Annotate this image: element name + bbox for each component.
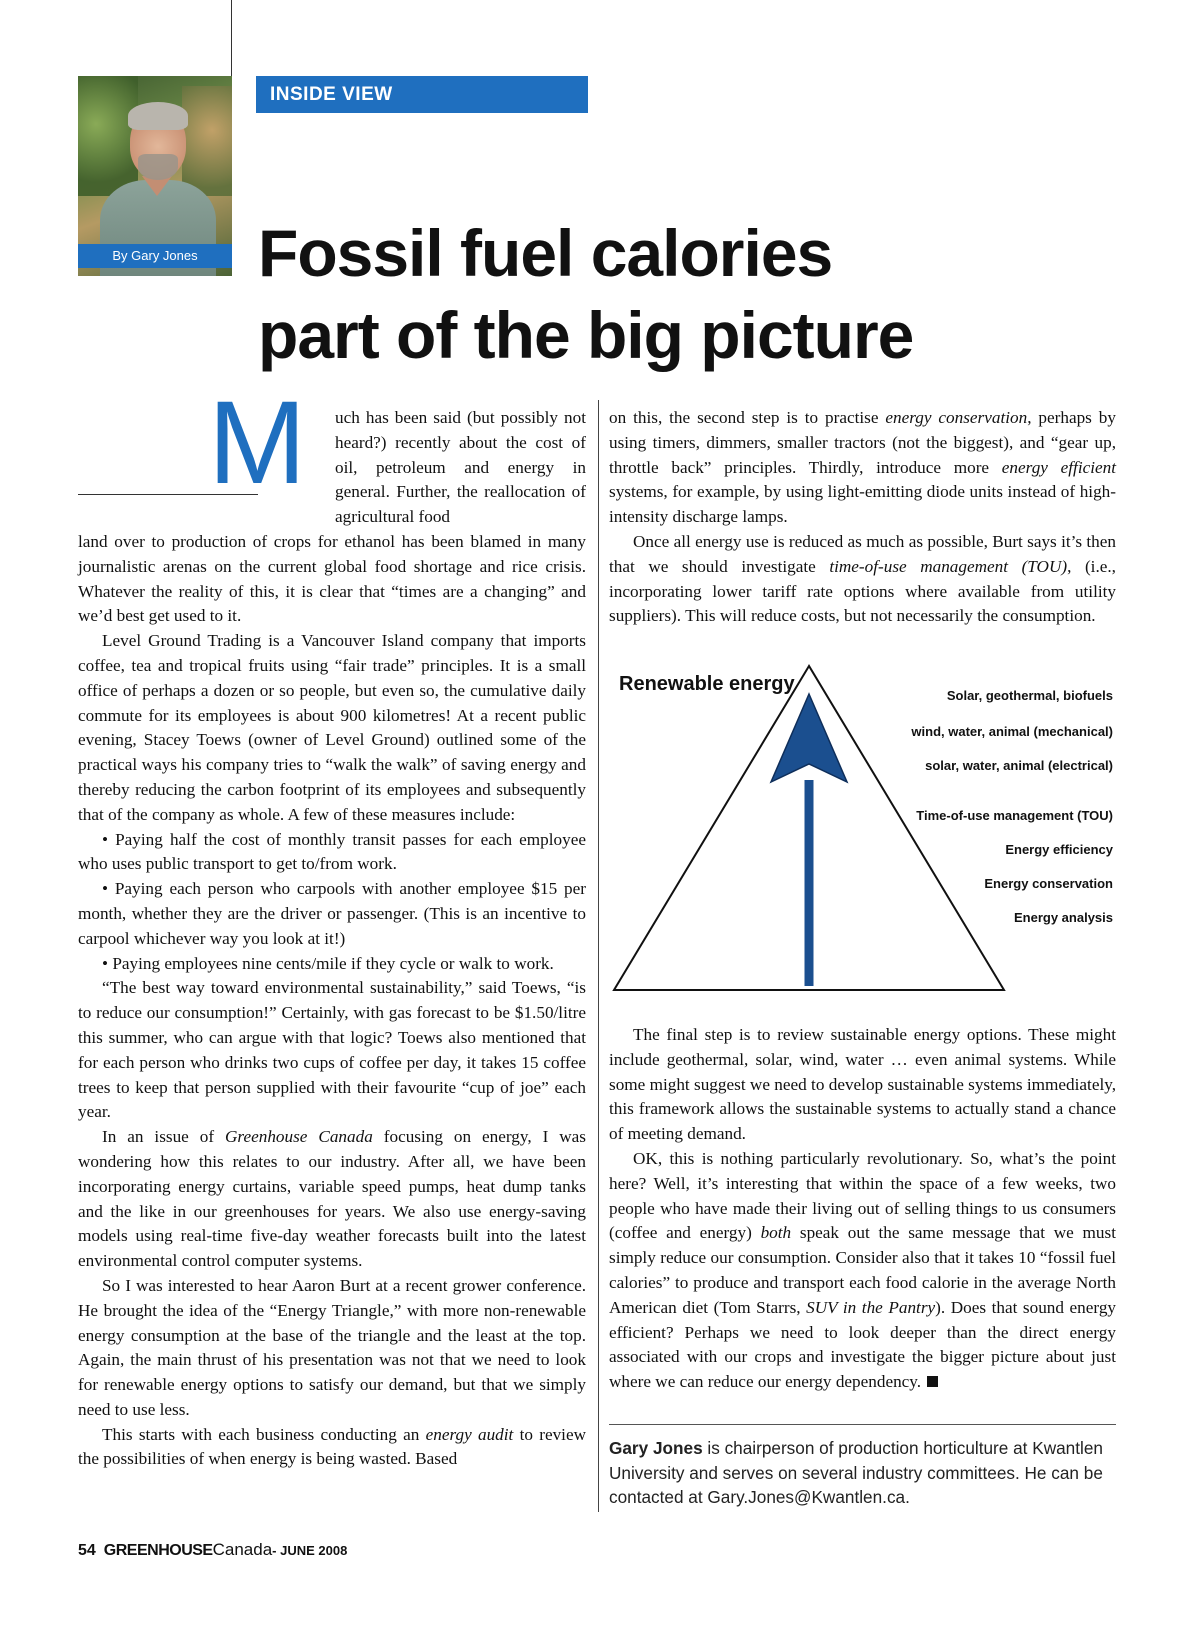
bullet-cycle: • Paying employees nine cents/mile if they cycle or walk to work.	[102, 953, 554, 973]
bio-name: Gary Jones	[609, 1438, 703, 1458]
energy-triangle-diagram	[609, 660, 1116, 1000]
diagram-label-6: Energy conservation	[984, 876, 1113, 891]
right-column-bottom	[609, 1023, 1116, 1395]
left-paragraph-1: land over to production of crops for ethanol has been blamed in many journalistic arenas on the current global food shortage and rice crisis. Whatever the reality of this, it is clear that “times are a changing” and we’d best get used to it.	[78, 532, 586, 626]
author-bio	[609, 1436, 1116, 1510]
left-column	[78, 530, 586, 1472]
left-paragraph-burt: So I was interested to hear Aaron Burt at a recent grower conference. He brought the idea of the “Energy Triangle,” with more non-renewable energy consumption at the base of the triangle and the least at the top. Again, the main thrust of his presentation was not that we need to look for renewable energy options to satisfy our demand, but that we simply need to use less.	[78, 1275, 586, 1419]
diagram-label-1: Solar, geothermal, biofuels	[946, 688, 1113, 703]
right-column-top	[609, 406, 1116, 629]
magazine-name-b: Canada	[212, 1540, 273, 1559]
headline-line-1: Fossil fuel calories	[258, 216, 833, 290]
magazine-name-a: GREENHOUSE	[103, 1542, 213, 1559]
diagram-label-3: solar, water, animal (electrical)	[925, 758, 1113, 773]
right-paragraph-conservation: on this, the second step is to practise energy conservation, perhaps by using timers, dimmers, smaller tractors (not the biggest), and “gear up, throttle back” principles. Thirdly, introduce more energy efficient systems, for example, by using light-emitting diode units instead of high-intensity discharge lamps.	[609, 408, 1117, 527]
arrow-head	[771, 694, 847, 782]
left-paragraph-quote: “The best way toward environmental sustainability,” said Toews, “is to reduce our consumption!” Certainly, with gas forecast to be $1.50/litre this summer, who can argue with that logic? Toews also mentioned that for each person who drinks two cups of coffee per day, it takes 15 coffee trees to keep that person supplied with their favourite “cup of joe” each year.	[78, 978, 586, 1122]
diagram-label-7: Energy analysis	[1014, 910, 1113, 925]
page-number: 54	[78, 1542, 96, 1559]
bullet-transit: • Paying half the cost of monthly transit passes for each employee who uses public transport to get to/from work.	[78, 829, 586, 874]
left-paragraph-industry: In an issue of Greenhouse Canada focusing on energy, I was wondering how this relates to our industry. After all, we have been incorporating energy curtains, variable speed pumps, heat dump tanks and the like in our greenhouses for years. We also use energy-saving models using real-time five-day weather forecasts built into the latest environmental control computer systems.	[78, 1127, 586, 1271]
right-paragraph-tou: Once all energy use is reduced as much as possible, Burt says it’s then that we should investigate time-of-use management (TOU), (i.e., incorporating lower tariff rate options where available from utility suppliers). This will reduce costs, but not necessarily the consumption.	[609, 531, 1116, 626]
issue-date: - JUNE 2008	[272, 1543, 348, 1558]
right-paragraph-conclusion: OK, this is nothing particularly revolutionary. So, what’s the point here? Well, it’s interesting that within the space of a few weeks, two people who have made their living out of selling things to us consumers (coffee and energy) both speak out the same message that we must simply reduce our consumption. Consider also that it takes 10 “fossil fuel calories” to produce and transport each food calorie in the average North American diet (Tom Starrs, SUV in the Pantry). Does that sound energy efficient? Perhaps we need to look deeper than the direct energy associated with our crops and investigate the bigger picture about just where we can reduce our energy dependency.	[609, 1148, 1117, 1392]
end-mark	[927, 1376, 938, 1387]
left-paragraph-audit: This starts with each business conducting an energy audit to review the possibilities of when energy is being wasted. Based	[78, 1424, 586, 1469]
bullet-carpool: • Paying each person who carpools with another employee $15 per month, whether they are the driver or passenger. (This is an incentive to carpool whichever way you look at it!)	[78, 879, 586, 948]
diagram-label-2: wind, water, animal (mechanical)	[911, 724, 1113, 739]
drop-cap: M	[208, 377, 307, 509]
page-folio	[78, 1540, 347, 1560]
headline	[258, 212, 1158, 376]
column-divider	[598, 400, 599, 1512]
bio-text: is chairperson of production horticulture at Kwantlen University and serves on several industry committees. He can be contacted at Gary.Jones@Kwantlen.ca.	[609, 1438, 1103, 1507]
right-paragraph-final-step: The final step is to review sustainable energy options. These might include geothermal, solar, wind, water … even animal systems. While some might suggest we need to develop sustainable systems immediately, this framework allows the sustainable systems to actually stand a chance of meeting demand.	[609, 1025, 1116, 1144]
diagram-title: Renewable energy	[619, 673, 795, 695]
section-tag: INSIDE VIEW	[256, 76, 588, 113]
left-paragraph-2: Level Ground Trading is a Vancouver Island company that imports coffee, tea and tropical fruits using “fair trade” principles. It is a small office of perhaps a dozen or so people, but even so, the cumulative daily commute for its employees is about 900 kilometres! At a recent public evening, Stacey Toews (owner of Level Ground) outlined some of the practical ways his company tries to “walk the walk” of saving energy and thereby reducing the carbon footprint of its employees and subsequently that of the company as whole. A few of these measures include:	[78, 631, 586, 824]
headline-line-2: part of the big picture	[258, 298, 914, 372]
diagram-label-5: Energy efficiency	[1005, 842, 1113, 857]
bio-rule	[609, 1424, 1116, 1425]
intro-lines: uch has been said (but possibly not heard?) recently about the cost of oil, petroleum and energy in general. Further, the reallocation of agricultural food	[335, 408, 586, 527]
diagram-label-4: Time-of-use management (TOU)	[916, 808, 1113, 823]
byline: By Gary Jones	[78, 244, 232, 268]
